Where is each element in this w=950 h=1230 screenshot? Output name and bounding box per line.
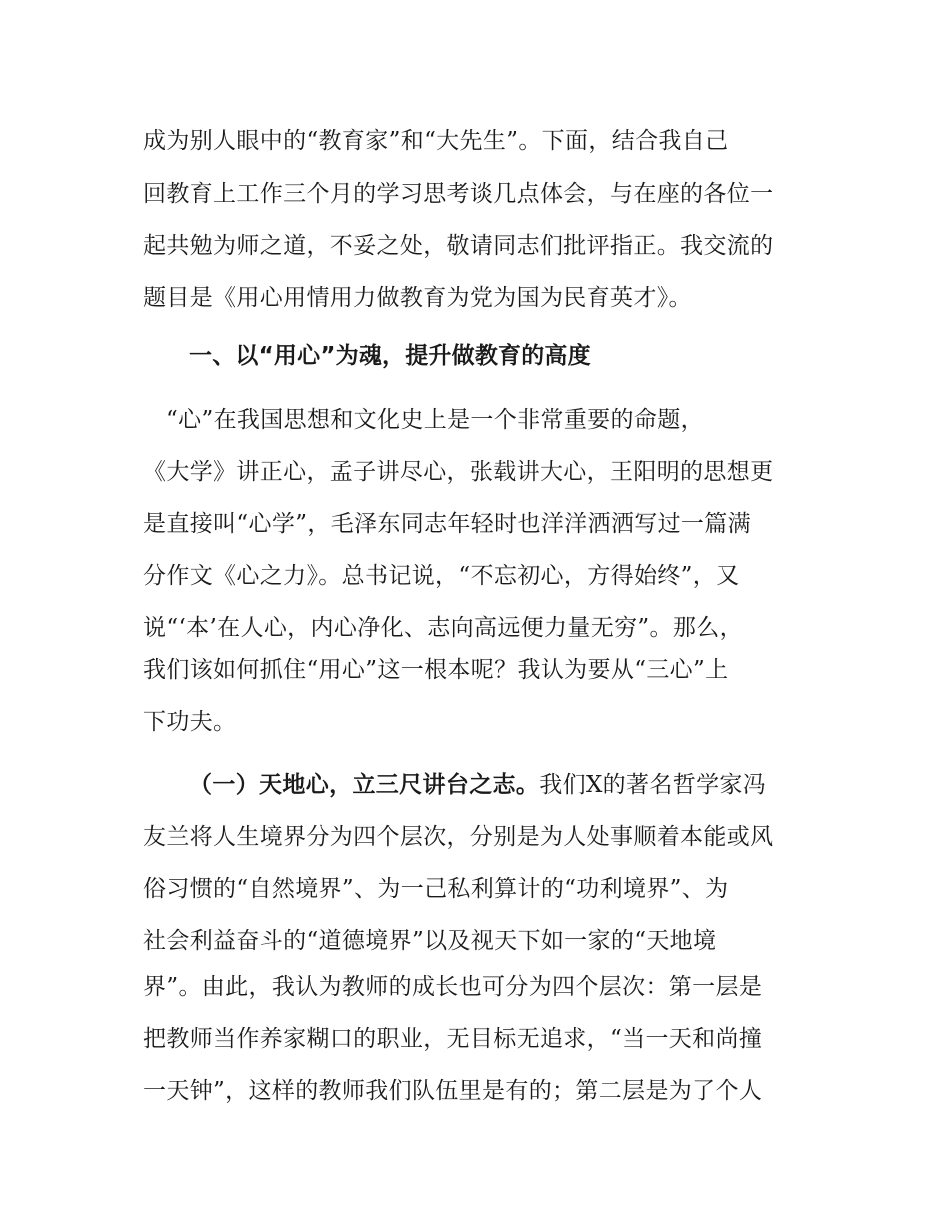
subsection-line-2: 友兰将人生境界分为四个层次，分别是为人处事顺着本能或风: [143, 824, 774, 850]
subsection-line-3: 俗习惯的“自然境界”、为一己私利算计的“功利境界”、为: [143, 876, 729, 902]
heart-line-2: 《大学》讲正心，孟子讲尽心，张载讲大心，王阳明的思想更: [143, 459, 774, 485]
section-heading: 一、以“用心”为魂，提升做教育的高度: [189, 343, 591, 369]
subsection-line-6: 把教师当作养家糊口的职业，无目标无追求，“当一天和尚撞: [143, 1026, 763, 1052]
heart-line-3: 是直接叫“心学”，毛泽东同志年轻时也洋洋洒洒写过一篇满: [143, 511, 751, 537]
subsection-first-line: [189, 770, 889, 800]
heart-line-7: 下功夫。: [143, 709, 237, 735]
intro-line-1: 成为别人眼中的“教育家”和“大先生”。下面，结合我自己: [143, 128, 729, 154]
subsection-line-5: 界”。由此，我认为教师的成长也可分为四个层次：第一层是: [143, 974, 763, 1000]
heart-line-6: 我们该如何抓住“用心”这一根本呢？我认为要从“三心”上: [143, 657, 729, 683]
subsection-first-line-rest: 我们X的著名哲学家冯: [539, 772, 767, 798]
subsection-lead: （一）天地心，立三尺讲台之志。: [189, 772, 540, 798]
heart-line-5: 说“‘本’在人心，内心净化、志向高远便力量无穷”。那么，: [143, 615, 743, 641]
intro-line-4: 题目是《用心用情用力做教育为党为国为民育英才》。: [143, 285, 692, 311]
heart-line-1: “心”在我国思想和文化史上是一个非常重要的命题，: [166, 407, 704, 433]
intro-line-2: 回教育上工作三个月的学习思考谈几点体会，与在座的各位一: [143, 181, 774, 207]
subsection-line-4: 社会利益奋斗的“道德境界”以及视天下如一家的“天地境: [143, 928, 717, 954]
intro-line-3: 起共勉为师之道，不妥之处，敬请同志们批评指正。我交流的: [143, 233, 774, 259]
subsection-line-7: 一天钟”，这样的教师我们队伍里是有的；第二层是为了个人: [143, 1078, 763, 1104]
heart-line-4: 分作文《心之力》。总书记说，“不忘初心，方得始终”，又: [143, 563, 740, 589]
